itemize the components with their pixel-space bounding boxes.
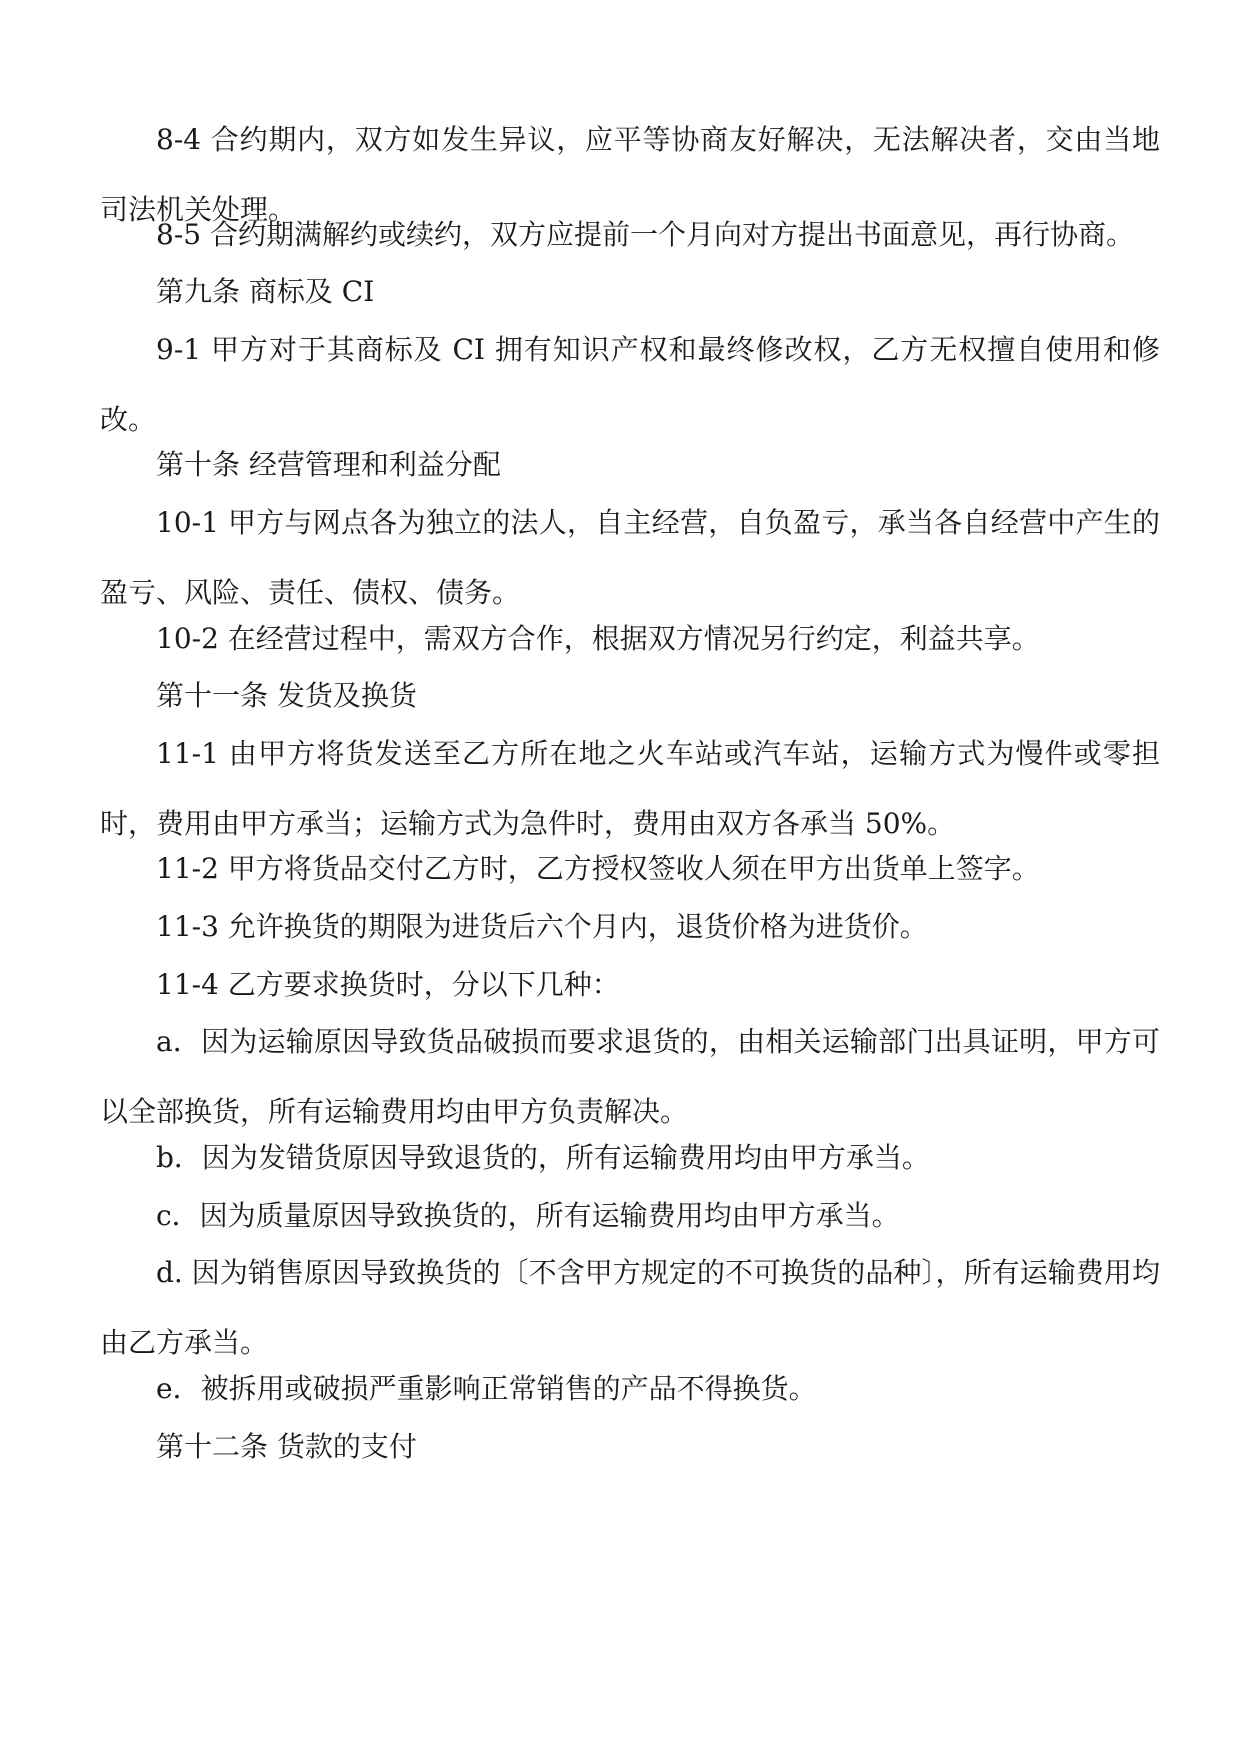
clause-11-4-a: a．因为运输原因导致货品破损而要求退货的，由相关运输部门出具证明，甲方可以全部换货，所有运输费用均由甲方负责解决。 bbox=[100, 1025, 1160, 1128]
clause-10-1: 10-1 甲方与网点各为独立的法人，自主经营，自负盈亏，承当各自经营中产生的盈亏、风险、责任、债权、债务。 bbox=[100, 506, 1160, 609]
clause-11-4: 11-4 乙方要求换货时，分以下几种： bbox=[156, 968, 620, 1001]
clause-10-2: 10-2 在经营过程中，需双方合作，根据双方情况另行约定，利益共享。 bbox=[156, 622, 1040, 655]
article-11-heading: 第十一条 发货及换货 bbox=[156, 679, 417, 712]
clause-11-3: 11-3 允许换货的期限为进货后六个月内，退货价格为进货价。 bbox=[156, 910, 928, 943]
article-10-heading: 第十条 经营管理和利益分配 bbox=[156, 448, 501, 481]
clause-8-4: 8-4 合约期内，双方如发生异议，应平等协商友好解决，无法解决者，交由当地司法机关处理。 bbox=[100, 123, 1160, 226]
clause-9-1: 9-1 甲方对于其商标及 CI 拥有知识产权和最终修改权，乙方无权擅自使用和修改。 bbox=[100, 333, 1160, 436]
clause-11-4-d: d. 因为销售原因导致换货的〔不含甲方规定的不可换货的品种〕，所有运输费用均由乙方承当。 bbox=[100, 1256, 1160, 1359]
clause-8-5: 8-5 合约期满解约或续约，双方应提前一个月向对方提出书面意见，再行协商。 bbox=[156, 218, 1134, 251]
article-9-heading: 第九条 商标及 CI bbox=[156, 275, 375, 308]
clause-11-4-c: c．因为质量原因导致换货的，所有运输费用均由甲方承当。 bbox=[156, 1199, 900, 1232]
article-12-heading: 第十二条 货款的支付 bbox=[156, 1430, 417, 1463]
clause-11-4-e: e．被拆用或破损严重影响正常销售的产品不得换货。 bbox=[156, 1372, 817, 1405]
clause-11-2: 11-2 甲方将货品交付乙方时，乙方授权签收人须在甲方出货单上签字。 bbox=[156, 852, 1040, 885]
clause-11-1: 11-1 由甲方将货发送至乙方所在地之火车站或汽车站，运输方式为慢件或零担时，费用由甲方承当；运输方式为急件时，费用由双方各承当 50%。 bbox=[100, 737, 1160, 840]
clause-11-4-b: b．因为发错货原因导致退货的，所有运输费用均由甲方承当。 bbox=[156, 1141, 930, 1174]
